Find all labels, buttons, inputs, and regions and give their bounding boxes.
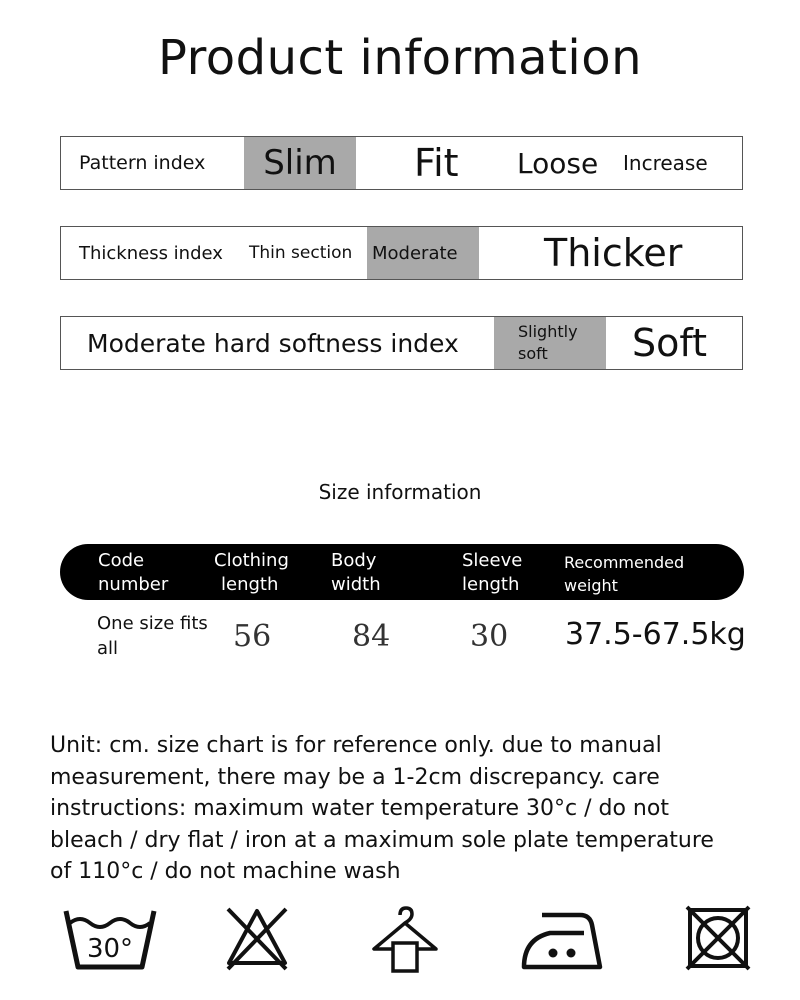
pattern-index-label: Pattern index bbox=[79, 152, 206, 174]
pattern-option-fit: Fit bbox=[414, 141, 459, 185]
softness-index-row bbox=[60, 316, 743, 370]
softness-index-label: Moderate hard softness index bbox=[87, 328, 459, 358]
iron-medium-icon bbox=[520, 905, 604, 971]
row-body-width: 84 bbox=[352, 619, 391, 654]
thickness-index-row bbox=[60, 226, 743, 280]
do-not-tumble-dry-icon bbox=[685, 905, 751, 971]
softness-option-soft: Soft bbox=[632, 321, 707, 365]
care-icons bbox=[0, 905, 800, 975]
row-clothing-length: 56 bbox=[233, 619, 272, 654]
row-sleeve-length: 30 bbox=[470, 619, 509, 654]
svg-text:30°: 30° bbox=[86, 934, 134, 964]
header-code-number: Code number bbox=[98, 550, 169, 595]
thickness-option-thicker: Thicker bbox=[544, 231, 683, 275]
note-line: Unit: cm. size chart is for reference only. due to manual bbox=[50, 733, 662, 758]
header-body-width: Body width bbox=[331, 550, 381, 595]
row-recommended-weight: 37.5-67.5kg bbox=[565, 617, 746, 652]
thickness-option-thin-section: Thin section bbox=[249, 243, 353, 263]
softness-option-line-1: Slightly bbox=[518, 322, 578, 341]
pattern-index-row bbox=[60, 136, 743, 190]
pattern-option-slim: Slim bbox=[244, 137, 356, 189]
thickness-index-label: Thickness index bbox=[79, 242, 223, 264]
size-information-title: Size information bbox=[318, 480, 482, 504]
note-line: instructions: maximum water temperature 30°c / do not bbox=[50, 796, 669, 821]
pattern-option-loose: Loose bbox=[517, 146, 599, 180]
note-line: of 110°c / do not machine wash bbox=[50, 859, 401, 884]
thickness-option-moderate: Moderate bbox=[367, 227, 479, 279]
page-title: Product information bbox=[157, 30, 643, 86]
note-line: measurement, there may be a 1-2cm discrepancy. care bbox=[50, 764, 660, 790]
row-code-number: One size fits all bbox=[97, 613, 208, 659]
header-sleeve-length: Sleeve length bbox=[462, 550, 523, 595]
header-clothing-length: Clothing length bbox=[214, 550, 289, 595]
header-recommended-weight: Recommended weight bbox=[564, 553, 685, 595]
dry-flat-icon bbox=[370, 905, 440, 973]
softness-option-line-2: soft bbox=[518, 344, 548, 363]
pattern-option-increase: Increase bbox=[623, 151, 708, 175]
do-not-bleach-icon bbox=[222, 905, 292, 971]
note-line: bleach / dry flat / iron at a maximum sole plate temperature bbox=[50, 827, 714, 853]
care-notes bbox=[50, 730, 760, 888]
wash-30-icon bbox=[62, 905, 158, 971]
softness-option-slightly-soft bbox=[494, 317, 606, 369]
size-table-header bbox=[60, 544, 744, 600]
